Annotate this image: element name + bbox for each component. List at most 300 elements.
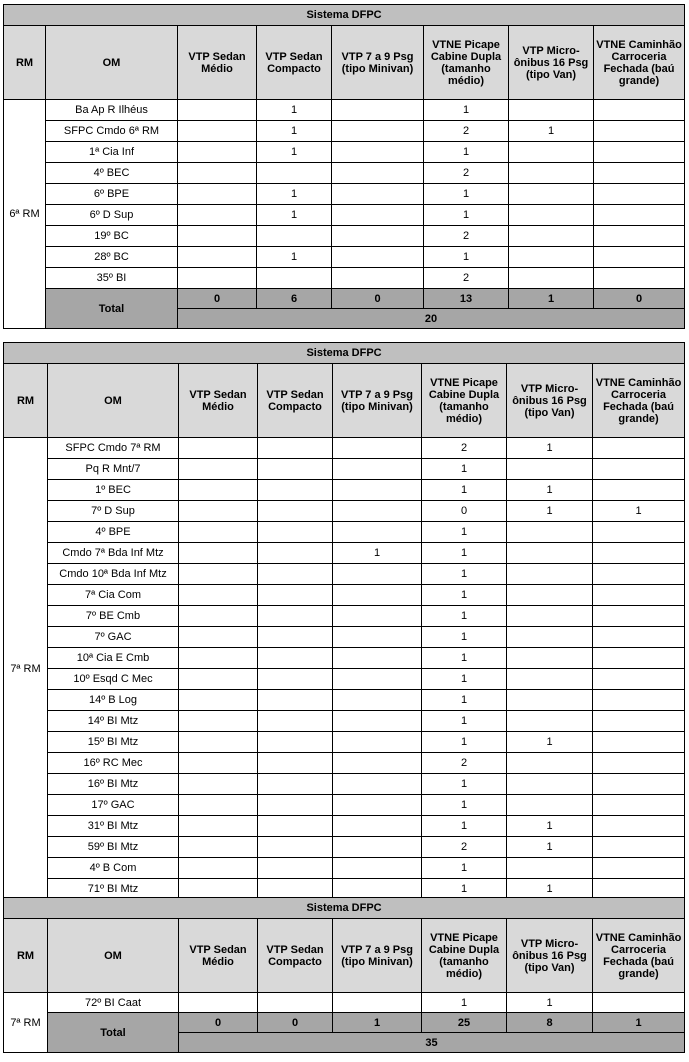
value-cell [332,163,424,184]
value-cell [509,268,594,289]
value-cell [179,480,258,501]
table-row [4,459,685,480]
value-cell [258,837,333,858]
value-cell [507,585,593,606]
value-cell [178,121,257,142]
value-cell [593,543,685,564]
table-row [4,837,685,858]
value-cell [594,142,685,163]
table-row [4,585,685,606]
value-cell [179,648,258,669]
value-cell [507,606,593,627]
value-cell [594,247,685,268]
value-cell [332,100,424,121]
value-cell [179,606,258,627]
value-cell [178,100,257,121]
value-cell: 1 [422,480,507,501]
om-header: OM [46,26,178,100]
value-cell: 1 [422,711,507,732]
table-row [4,690,685,711]
om-cell: 10º Esqd C Mec [48,669,179,690]
value-cell [178,247,257,268]
value-cell: 1 [507,501,593,522]
table-row [4,184,685,205]
col-header: VTP Sedan Médio [179,919,258,993]
value-cell [507,522,593,543]
value-cell [179,711,258,732]
col-header: VTP Sedan Compacto [257,26,332,100]
value-cell [258,774,333,795]
value-cell [333,774,422,795]
om-cell: 17º GAC [48,795,179,816]
value-cell [593,837,685,858]
value-cell [178,268,257,289]
value-cell [258,753,333,774]
om-cell: 7º GAC [48,627,179,648]
value-cell [594,100,685,121]
table-row [4,163,685,184]
value-cell [507,627,593,648]
om-cell: 19º BC [46,226,178,247]
value-cell: 1 [507,879,593,900]
total-value: 1 [509,289,594,309]
value-cell [509,226,594,247]
table-row [4,795,685,816]
value-cell [593,816,685,837]
om-cell: 31º BI Mtz [48,816,179,837]
col-header: VTP 7 a 9 Psg (tipo Minivan) [333,919,422,993]
value-cell [593,858,685,879]
value-cell: 1 [424,184,509,205]
value-cell [593,564,685,585]
om-cell: 71º BI Mtz [48,879,179,900]
table-6rm [3,4,685,329]
table-row [4,627,685,648]
value-cell [593,606,685,627]
value-cell [333,732,422,753]
om-cell: 1º BEC [48,480,179,501]
value-cell [507,690,593,711]
value-cell: 1 [422,993,507,1013]
value-cell: 1 [422,585,507,606]
col-header: VTP Micro-ônibus 16 Psg (tipo Van) [507,919,593,993]
value-cell [507,795,593,816]
om-cell: 6º D Sup [46,205,178,226]
value-cell [332,142,424,163]
value-cell [257,226,332,247]
value-cell: 1 [507,438,593,459]
system-header: Sistema DFPC [4,343,685,364]
value-cell: 1 [422,564,507,585]
value-cell [333,711,422,732]
value-cell [333,564,422,585]
col-header: VTNE Picape Cabine Dupla (tamanho médio) [424,26,509,100]
value-cell: 2 [424,226,509,247]
table-row [4,205,685,226]
total-value: 8 [507,1013,593,1033]
value-cell [593,732,685,753]
system-header: Sistema DFPC [4,898,685,919]
col-header: VTP 7 a 9 Psg (tipo Minivan) [333,364,422,438]
table-row [4,753,685,774]
value-cell: 1 [257,184,332,205]
value-cell [258,585,333,606]
total-label: Total [46,289,178,329]
value-cell [258,795,333,816]
value-cell [593,585,685,606]
value-cell [258,669,333,690]
om-cell: 15º BI Mtz [48,732,179,753]
om-cell: 7º BE Cmb [48,606,179,627]
value-cell: 1 [422,522,507,543]
value-cell [178,142,257,163]
value-cell [509,142,594,163]
value-cell [593,669,685,690]
om-cell: 16º BI Mtz [48,774,179,795]
value-cell [179,858,258,879]
value-cell [333,627,422,648]
value-cell [258,522,333,543]
table-row [4,774,685,795]
value-cell [509,163,594,184]
value-cell [594,268,685,289]
table-row [4,669,685,690]
value-cell: 1 [424,247,509,268]
table-row [4,522,685,543]
col-header: VTP Sedan Médio [179,364,258,438]
table-7rm [3,342,685,900]
value-cell: 1 [422,627,507,648]
value-cell [257,268,332,289]
value-cell [593,438,685,459]
table-row [4,142,685,163]
value-cell: 1 [422,774,507,795]
value-cell [179,501,258,522]
value-cell: 1 [507,732,593,753]
value-cell: 2 [424,268,509,289]
value-cell: 1 [257,100,332,121]
value-cell [593,690,685,711]
value-cell [332,226,424,247]
value-cell: 1 [422,690,507,711]
value-cell [594,184,685,205]
value-cell [258,816,333,837]
total-value: 0 [258,1013,333,1033]
value-cell: 1 [507,816,593,837]
value-cell [179,564,258,585]
value-cell [333,459,422,480]
table-row [4,100,685,121]
value-cell [507,858,593,879]
total-value: 1 [593,1013,685,1033]
value-cell [333,816,422,837]
table-row [4,501,685,522]
value-cell: 1 [257,205,332,226]
col-header: VTNE Caminhão Carroceria Fechada (baú grande) [593,364,685,438]
rm-header: RM [4,919,48,993]
value-cell [179,459,258,480]
value-cell [333,753,422,774]
value-cell: 1 [422,879,507,900]
om-cell: 28º BC [46,247,178,268]
om-cell: SFPC Cmdo 6ª RM [46,121,178,142]
totals-row [4,289,685,309]
rm-header: RM [4,26,46,100]
value-cell [333,585,422,606]
value-cell [178,184,257,205]
value-cell [258,501,333,522]
table-row [4,606,685,627]
value-cell [593,480,685,501]
value-cell [507,564,593,585]
value-cell [507,648,593,669]
value-cell [258,858,333,879]
table-row [4,732,685,753]
value-cell [333,501,422,522]
om-cell: Pq R Mnt/7 [48,459,179,480]
value-cell: 1 [422,543,507,564]
table-row [4,268,685,289]
value-cell: 1 [333,543,422,564]
om-cell: 59º BI Mtz [48,837,179,858]
total-value: 13 [424,289,509,309]
value-cell [179,690,258,711]
value-cell [593,648,685,669]
total-value: 25 [422,1013,507,1033]
om-cell: 14º BI Mtz [48,711,179,732]
table-7rm-continued [3,897,685,1053]
value-cell [258,711,333,732]
value-cell: 1 [424,100,509,121]
value-cell [258,648,333,669]
om-header: OM [48,364,179,438]
value-cell: 1 [424,142,509,163]
value-cell: 1 [422,816,507,837]
value-cell: 1 [422,669,507,690]
value-cell [507,459,593,480]
value-cell [333,522,422,543]
total-value: 6 [257,289,332,309]
value-cell: 1 [422,648,507,669]
value-cell [258,606,333,627]
value-cell [332,205,424,226]
table-row [4,247,685,268]
value-cell [179,438,258,459]
total-value: 1 [333,1013,422,1033]
value-cell [179,837,258,858]
col-header: VTNE Picape Cabine Dupla (tamanho médio) [422,364,507,438]
value-cell [258,627,333,648]
om-cell: Cmdo 7ª Bda Inf Mtz [48,543,179,564]
col-header: VTNE Picape Cabine Dupla (tamanho médio) [422,919,507,993]
value-cell [509,205,594,226]
total-value: 0 [332,289,424,309]
value-cell [179,585,258,606]
col-header: VTP Sedan Médio [178,26,257,100]
value-cell: 2 [424,121,509,142]
value-cell [594,121,685,142]
value-cell [258,480,333,501]
value-cell [593,627,685,648]
value-cell [333,438,422,459]
value-cell [509,184,594,205]
value-cell [179,732,258,753]
value-cell: 1 [422,732,507,753]
value-cell [178,205,257,226]
rm-cell: 6ª RM [4,100,46,329]
value-cell [257,163,332,184]
value-cell [333,837,422,858]
value-cell [593,774,685,795]
grand-total-value: 20 [178,309,685,329]
om-cell: SFPC Cmdo 7ª RM [48,438,179,459]
value-cell [333,690,422,711]
value-cell [179,774,258,795]
om-cell: 7ª Cia Com [48,585,179,606]
value-cell [333,480,422,501]
value-cell [258,564,333,585]
value-cell: 1 [593,501,685,522]
value-cell: 2 [424,163,509,184]
value-cell [507,543,593,564]
om-cell: 14º B Log [48,690,179,711]
value-cell [179,753,258,774]
value-cell [333,795,422,816]
value-cell: 1 [507,837,593,858]
rm-cell: 7ª RM [4,993,48,1053]
value-cell [333,606,422,627]
value-cell [593,993,685,1013]
col-header: VTNE Caminhão Carroceria Fechada (baú grande) [593,919,685,993]
value-cell [509,100,594,121]
value-cell [507,774,593,795]
om-cell: 4º BPE [48,522,179,543]
value-cell [179,816,258,837]
rm-header: RM [4,364,48,438]
col-header: VTP Sedan Compacto [258,919,333,993]
col-header: VTP 7 a 9 Psg (tipo Minivan) [332,26,424,100]
table-row [4,858,685,879]
rm-cell: 7ª RM [4,438,48,900]
om-cell: Cmdo 10ª Bda Inf Mtz [48,564,179,585]
om-cell: 72º BI Caat [48,993,179,1013]
om-cell: 6º BPE [46,184,178,205]
value-cell [179,522,258,543]
table-row [4,543,685,564]
value-cell: 2 [422,837,507,858]
value-cell [593,795,685,816]
value-cell [179,627,258,648]
table-row [4,121,685,142]
value-cell [179,795,258,816]
om-cell: 10ª Cia E Cmb [48,648,179,669]
value-cell [332,184,424,205]
value-cell: 2 [422,753,507,774]
value-cell [333,669,422,690]
value-cell: 1 [424,205,509,226]
om-cell: 4º BEC [46,163,178,184]
table-row [4,480,685,501]
value-cell [258,732,333,753]
table-row [4,438,685,459]
table-row [4,993,685,1013]
value-cell [179,543,258,564]
table-row [4,564,685,585]
value-cell [593,459,685,480]
value-cell: 1 [422,606,507,627]
table-row [4,648,685,669]
value-cell [593,522,685,543]
value-cell [333,648,422,669]
value-cell [333,993,422,1013]
total-value: 0 [179,1013,258,1033]
col-header: VTP Sedan Compacto [258,364,333,438]
table-row [4,711,685,732]
value-cell [258,993,333,1013]
value-cell: 0 [422,501,507,522]
om-cell: 35º BI [46,268,178,289]
value-cell: 1 [422,459,507,480]
om-cell: Ba Ap R Ilhéus [46,100,178,121]
value-cell [332,121,424,142]
value-cell [507,753,593,774]
value-cell [594,205,685,226]
value-cell [507,669,593,690]
value-cell [179,669,258,690]
value-cell [593,711,685,732]
om-cell: 16º RC Mec [48,753,179,774]
value-cell [179,993,258,1013]
value-cell: 1 [507,993,593,1013]
value-cell: 1 [509,121,594,142]
value-cell [258,438,333,459]
value-cell [507,711,593,732]
total-value: 0 [594,289,685,309]
value-cell [332,268,424,289]
value-cell [594,163,685,184]
value-cell: 1 [257,142,332,163]
value-cell [258,543,333,564]
om-cell: 1ª Cia Inf [46,142,178,163]
value-cell [258,459,333,480]
system-header: Sistema DFPC [4,5,685,26]
value-cell [178,226,257,247]
value-cell [333,858,422,879]
value-cell: 2 [422,438,507,459]
value-cell [178,163,257,184]
value-cell [594,226,685,247]
table-row [4,816,685,837]
value-cell [332,247,424,268]
om-header: OM [48,919,179,993]
value-cell: 1 [422,795,507,816]
value-cell [593,753,685,774]
value-cell: 1 [507,480,593,501]
col-header: VTP Micro-ônibus 16 Psg (tipo Van) [509,26,594,100]
total-label: Total [48,1013,179,1053]
om-cell: 4º B Com [48,858,179,879]
value-cell: 1 [422,858,507,879]
value-cell: 1 [257,247,332,268]
totals-row [4,1013,685,1033]
table-row [4,226,685,247]
value-cell [509,247,594,268]
value-cell: 1 [257,121,332,142]
value-cell [258,690,333,711]
total-value: 0 [178,289,257,309]
grand-total-value: 35 [179,1033,685,1053]
col-header: VTP Micro-ônibus 16 Psg (tipo Van) [507,364,593,438]
